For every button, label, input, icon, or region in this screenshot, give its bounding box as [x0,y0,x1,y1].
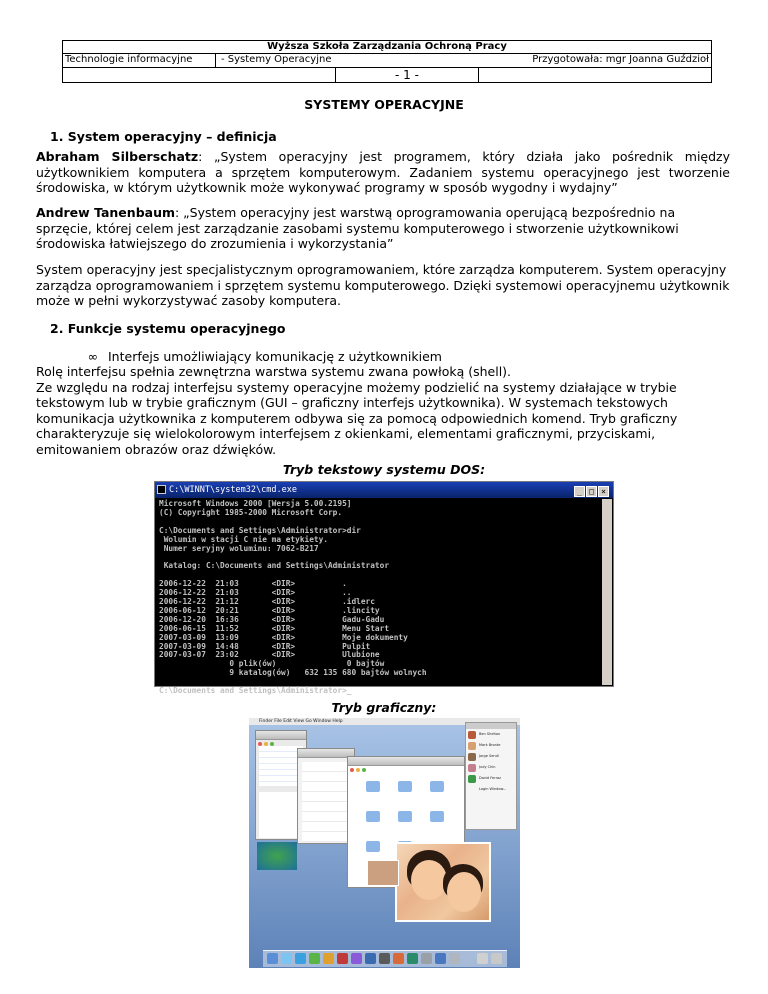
section-2-heading: 2. Funkcje systemu operacyjnego [50,321,286,336]
header-course: Technologie informacyjne [65,54,193,65]
mail-icon [281,953,292,964]
console-line: Katalog: C:\Documents and Settings\Administrator [159,561,390,571]
buddy-item [466,740,516,751]
buddy-item [466,773,516,784]
face-shape [411,860,447,900]
quote-silberschatz [36,149,730,196]
document-title: SYSTEMY OPERACYJNE [304,97,464,112]
folder-icon [430,811,444,822]
console-line: 2006-06-15 11:52 <DIR> Menu Start [159,623,390,633]
iphoto-icon [365,953,376,964]
page-header [62,40,712,83]
avatar [468,753,476,761]
buddy-item [466,762,516,773]
garageband-icon [393,953,404,964]
dos-window-title: C:\WINNT\system32\cmd.exe [169,485,297,495]
app-icon [435,953,446,964]
header-author: Przygotowała: mgr Joanna Guździoł [532,54,709,65]
app-icon [449,953,460,964]
itunes-icon [351,953,362,964]
dos-scrollbar [602,499,612,685]
window-titlebar [348,757,464,766]
buddy-item [466,751,516,762]
finder-icon [267,953,278,964]
header-topic: - Systemy Operacyjne [221,54,332,65]
wallpaper-island [257,842,297,870]
header-institution: Wyższa Szkoła Zarządzania Ochroną Pracy [63,41,711,54]
quote-author: Andrew Tanenbaum [36,205,175,220]
console-line: (C) Copyright 1985-2000 Microsoft Corp. [159,507,343,517]
avatar [468,731,476,739]
console-line: C:\Documents and Settings\Administrator>dir [159,525,361,535]
paragraph-interface: Rolę interfejsu spełnia zewnętrzna warstwa systemu zwana powłoką (shell). Ze względu na rodzaj interfejsu systemy operacyjne możemy podzielić na systemy działające w trybie tekstowym lub w trybie graficznym (GUI – graficzny interfejs użytkownika). W systemach tekstowych komunikacja użytkownika z komputerem odbywa się za pomocą odpowiednich komend. Tryb graficzny charakteryzuje się wielokolorowym interfejsem z okienkami, elementami graficznymi, przyciskami, emitowaniem obrazów oraz dźwięków. [36,364,678,457]
console-line: Numer seryjny woluminu: 7062-B217 [159,543,319,553]
buddy-item [466,784,516,795]
header-separator [215,54,216,67]
console-line: 2006-12-22 21:03 <DIR> . [159,579,347,589]
buddy-name: Login Window... [479,787,507,791]
dos-window-screenshot [154,481,614,696]
quote-author: Abraham Silberschatz [36,149,199,164]
folder-icon [398,781,412,792]
folder-icon [366,781,380,792]
mac-dock [263,950,507,967]
window-controls [573,484,609,500]
folder-icon [430,781,444,792]
dos-console-output [159,499,601,696]
console-line: Microsoft Windows 2000 [Wersja 5.00.2195] [159,499,352,508]
gui-screenshot [249,718,520,968]
buddy-name: Ben Shelton [479,732,501,736]
console-line: 2006-12-20 16:36 <DIR> Gadu-Gadu [159,614,385,624]
folder-icon [398,811,412,822]
avatar [468,742,476,750]
video-chat-photo [395,842,491,922]
buddy-list-window [465,722,517,830]
console-line: 2007-03-09 13:09 <DIR> Moje dokumenty [159,632,408,642]
quote-text: : „System operacyjny jest programem, który działa jako pośrednik między użytkownikiem komputera a sprzętem komputerowym. Zadaniem systemu operacyjnego jest tworzenie środowiska, w którym użytkownik może wykonywać programy w sposób wygodny i wydajny” [36,149,730,195]
dos-titlebar [155,482,613,498]
close-icon: × [598,486,609,497]
cmd-icon [157,485,166,494]
buddy-name: David Ferraz [479,776,501,780]
maximize-icon: □ [586,486,597,497]
trash-icon [491,953,502,964]
idvd-icon [407,953,418,964]
folder-icon [366,811,380,822]
face-shape [447,872,481,912]
bullet-text: Interfejs umożliwiający komunikację z użytkownikiem [108,349,442,364]
console-line: Wolumin w stacji C nie ma etykiety. [159,534,328,544]
header-page-row [63,68,711,82]
console-line: 2006-12-22 21:03 <DIR> .. [159,588,352,598]
console-line: 2007-03-09 14:48 <DIR> Pulpit [159,641,371,651]
preferences-icon [421,953,432,964]
console-line: 2007-03-07 23:02 <DIR> Ulubione [159,650,380,660]
caption-gui: Tryb graficzny: [331,700,437,715]
finder-sidebar [302,762,350,842]
imovie-icon [379,953,390,964]
bullet-item [36,349,730,365]
video-thumbnail [367,860,399,886]
console-line: 2006-06-12 20:21 <DIR> .lincity [159,605,380,615]
buddy-name: Mark Bronte [479,743,501,747]
page-number: - 1 - [335,68,479,82]
safari-icon [295,953,306,964]
console-line: 0 plik(ów) 0 bajtów [159,659,385,669]
quote-text: : „System operacyjny jest warstwą oprogramowania operującą bezpośrednio na sprzęcie, której celem jest zarządzanie zasobami systemu komputerowego i stworzenie użytkownikowi środowiska łatwiejszego do zrozumienia i wykorzystania” [36,205,679,251]
caption-dos: Tryb tekstowy systemu DOS: [282,462,486,477]
window-titlebar [256,731,306,740]
window-titlebar [298,749,354,758]
ichat-icon [309,953,320,964]
header-info-row [63,54,711,68]
quote-tanenbaum [36,205,730,252]
buddy-name: Jorge Sendi [479,754,499,758]
minimize-icon: _ [574,486,585,497]
documents-icon [477,953,488,964]
paragraph-definition: System operacyjny jest specjalistycznym oprogramowaniem, które zarządza komputerem. System operacyjny zarządza oprogramowaniem i sprzętem systemu komputerowego. Dzięki systemowi operacyjnemu użytkownik może w pełni wykorzystywać zasoby komputera. [36,262,730,308]
bullet-symbol: ∞ [87,349,98,364]
avatar [468,775,476,783]
section-1-heading: 1. System operacyjny – definicja [50,129,277,144]
avatar [468,764,476,772]
console-line: C:\Documents and Settings\Administrator>_ [159,686,352,696]
console-line: 9 katalog(ów) 632 135 680 bajtów wolnych [159,668,427,678]
mac-menubar: Finder File Edit View Go Window Help [249,718,520,725]
calendar-icon [337,953,348,964]
console-line: 2006-12-22 21:12 <DIR> .idlerc [159,596,375,606]
folder-icon [366,841,380,852]
buddy-item [466,729,516,740]
addressbook-icon [323,953,334,964]
buddy-name: Judy Chin [479,765,496,769]
